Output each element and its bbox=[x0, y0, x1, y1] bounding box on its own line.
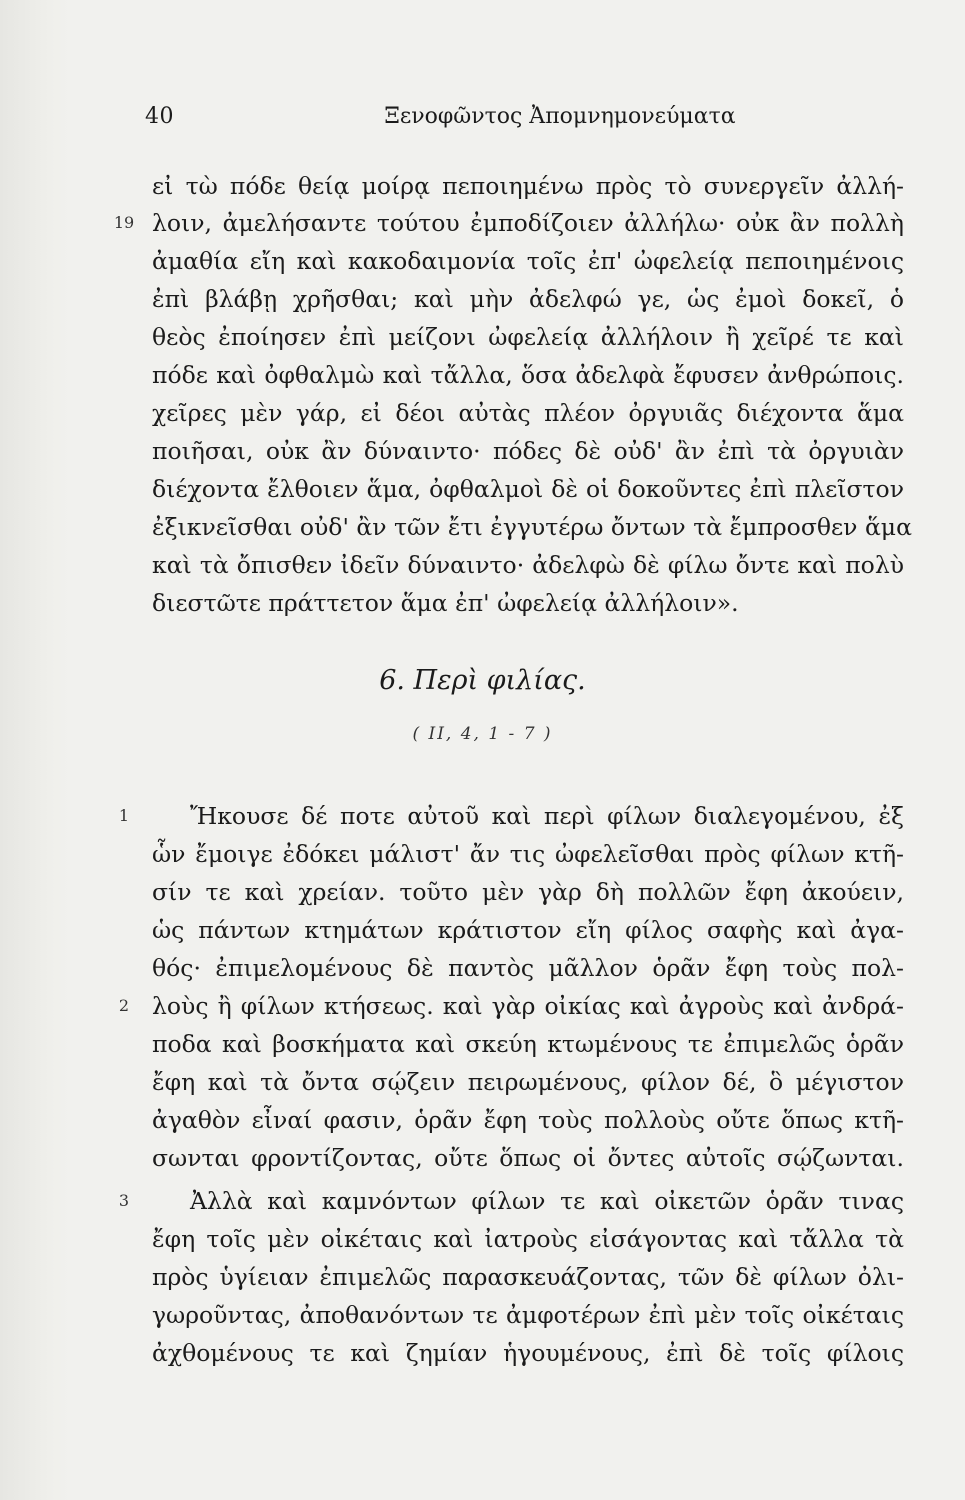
text-line: καὶ τὰ ὄπισθεν ἰδεῖν δύναιντο· ἀδελφὼ δὲ φίλω ὄντε καὶ πολὺ bbox=[152, 551, 904, 579]
text-line: ὡς πάντων κτημάτων κράτιστον εἴη φίλος σαφὴς καὶ ἀγα- bbox=[152, 916, 904, 944]
text-line: θεὸς ἐποίησεν ἐπὶ μείζονι ὠφελείᾳ ἀλλήλοιν ἢ χεῖρέ τε καὶ bbox=[152, 323, 904, 351]
text-line: ἐπὶ βλάβῃ χρῆσθαι; καὶ μὴν ἀδελφώ γε, ὡς ἐμοὶ δοκεῖ, ὁ bbox=[152, 285, 904, 313]
text-line: σίν τε καὶ χρείαν. τοῦτο μὲν γὰρ δὴ πολλῶν ἔφη ἀκούειν, bbox=[152, 878, 904, 906]
section-number: 3 bbox=[118, 1191, 130, 1210]
section-number: 19 bbox=[113, 213, 135, 232]
text-line: ἀμαθία εἴη καὶ κακοδαιμονία τοῖς ἐπ' ὠφελείᾳ πεποιημένοις bbox=[152, 247, 904, 275]
text-line: διεστῶτε πράττετον ἅμα ἐπ' ὠφελείᾳ ἀλλήλοιν». bbox=[152, 589, 739, 617]
text-line: ἀχθομένους τε καὶ ζημίαν ἡγουμένους, ἐπὶ δὲ τοῖς φίλοις bbox=[152, 1339, 904, 1367]
text-line: πόδε καὶ ὀφθαλμὼ καὶ τἄλλα, ὅσα ἀδελφὰ ἔφυσεν ἀνθρώποις. bbox=[152, 361, 904, 389]
section-number: 2 bbox=[118, 996, 130, 1015]
text-line: χεῖρες μὲν γάρ, εἰ δέοι αὐτὰς πλέον ὀργυιᾶς διέχοντα ἅμα bbox=[152, 399, 904, 427]
text-line: διέχοντα ἔλθοιεν ἅμα, ὀφθαλμοὶ δὲ οἱ δοκοῦντες ἐπὶ πλεῖστον bbox=[152, 475, 904, 503]
text-line: θός· ἐπιμελομένους δὲ παντὸς μᾶλλον ὁρᾶν ἔφη τοὺς πολ- bbox=[152, 954, 904, 982]
running-title: Ξενοφῶντος Ἀπομνημονεύματα bbox=[384, 104, 736, 129]
page-number: 40 bbox=[145, 104, 174, 129]
text-line: ἐξικνεῖσθαι οὐδ' ἂν τῶν ἔτι ἐγγυτέρω ὄντων τὰ ἔμπροσθεν ἅμα bbox=[152, 513, 912, 541]
section-reference: ( II, 4, 1 - 7 ) bbox=[412, 724, 553, 744]
text-line: γωροῦντας, ἀποθανόντων τε ἀμφοτέρων ἐπὶ μὲν τοῖς οἰκέταις bbox=[152, 1301, 904, 1329]
text-line: ἔφη τοῖς μὲν οἰκέταις καὶ ἰατροὺς εἰσάγοντας καὶ τἄλλα τὰ bbox=[152, 1225, 904, 1253]
text-line: Ἤκουσε δέ ποτε αὐτοῦ καὶ περὶ φίλων διαλεγομένου, ἐξ bbox=[190, 802, 904, 830]
text-line: ποδα καὶ βοσκήματα καὶ σκεύη κτωμένους τε ἐπιμελῶς ὁρᾶν bbox=[152, 1030, 904, 1058]
text-line: Ἀλλὰ καὶ καμνόντων φίλων τε καὶ οἰκετῶν ὁρᾶν τινας bbox=[190, 1187, 904, 1215]
page-gutter-shadow bbox=[0, 0, 70, 1500]
text-line: ὧν ἔμοιγε ἐδόκει μάλιστ' ἄν τις ὠφελεῖσθαι πρὸς φίλων κτῆ- bbox=[152, 840, 904, 868]
text-line: λοὺς ἢ φίλων κτήσεως. καὶ γὰρ οἰκίας καὶ ἀγροὺς καὶ ἀνδρά- bbox=[152, 992, 904, 1020]
text-line: ἔφη καὶ τὰ ὄντα σῴζειν πειρωμένους, φίλον δέ, ὃ μέγιστον bbox=[152, 1068, 904, 1096]
running-header bbox=[145, 98, 905, 138]
text-line: ποιῆσαι, οὐκ ἂν δύναιντο· πόδες δὲ οὐδ' ἂν ἐπὶ τὰ ὀργυιὰν bbox=[152, 437, 904, 465]
text-line: λοιν, ἀμελήσαντε τούτου ἐμποδίζοιεν ἀλλήλω· οὐκ ἂν πολλὴ bbox=[152, 209, 904, 237]
text-line: πρὸς ὑγίειαν ἐπιμελῶς παρασκευάζοντας, τῶν δὲ φίλων ὀλι- bbox=[152, 1263, 904, 1291]
text-line: σωνται φροντίζοντας, οὔτε ὅπως οἱ ὄντες αὐτοῖς σῴζωνται. bbox=[152, 1144, 904, 1172]
text-line: εἰ τὼ πόδε θείᾳ μοίρᾳ πεποιημένω πρὸς τὸ συνεργεῖν ἀλλή- bbox=[152, 172, 904, 200]
text-line: ἀγαθὸν εἶναί φασιν, ὁρᾶν ἔφη τοὺς πολλοὺς οὔτε ὅπως κτῆ- bbox=[152, 1106, 904, 1134]
section-heading: 6. Περὶ φιλίας. bbox=[379, 665, 586, 696]
section-number: 1 bbox=[118, 806, 130, 825]
